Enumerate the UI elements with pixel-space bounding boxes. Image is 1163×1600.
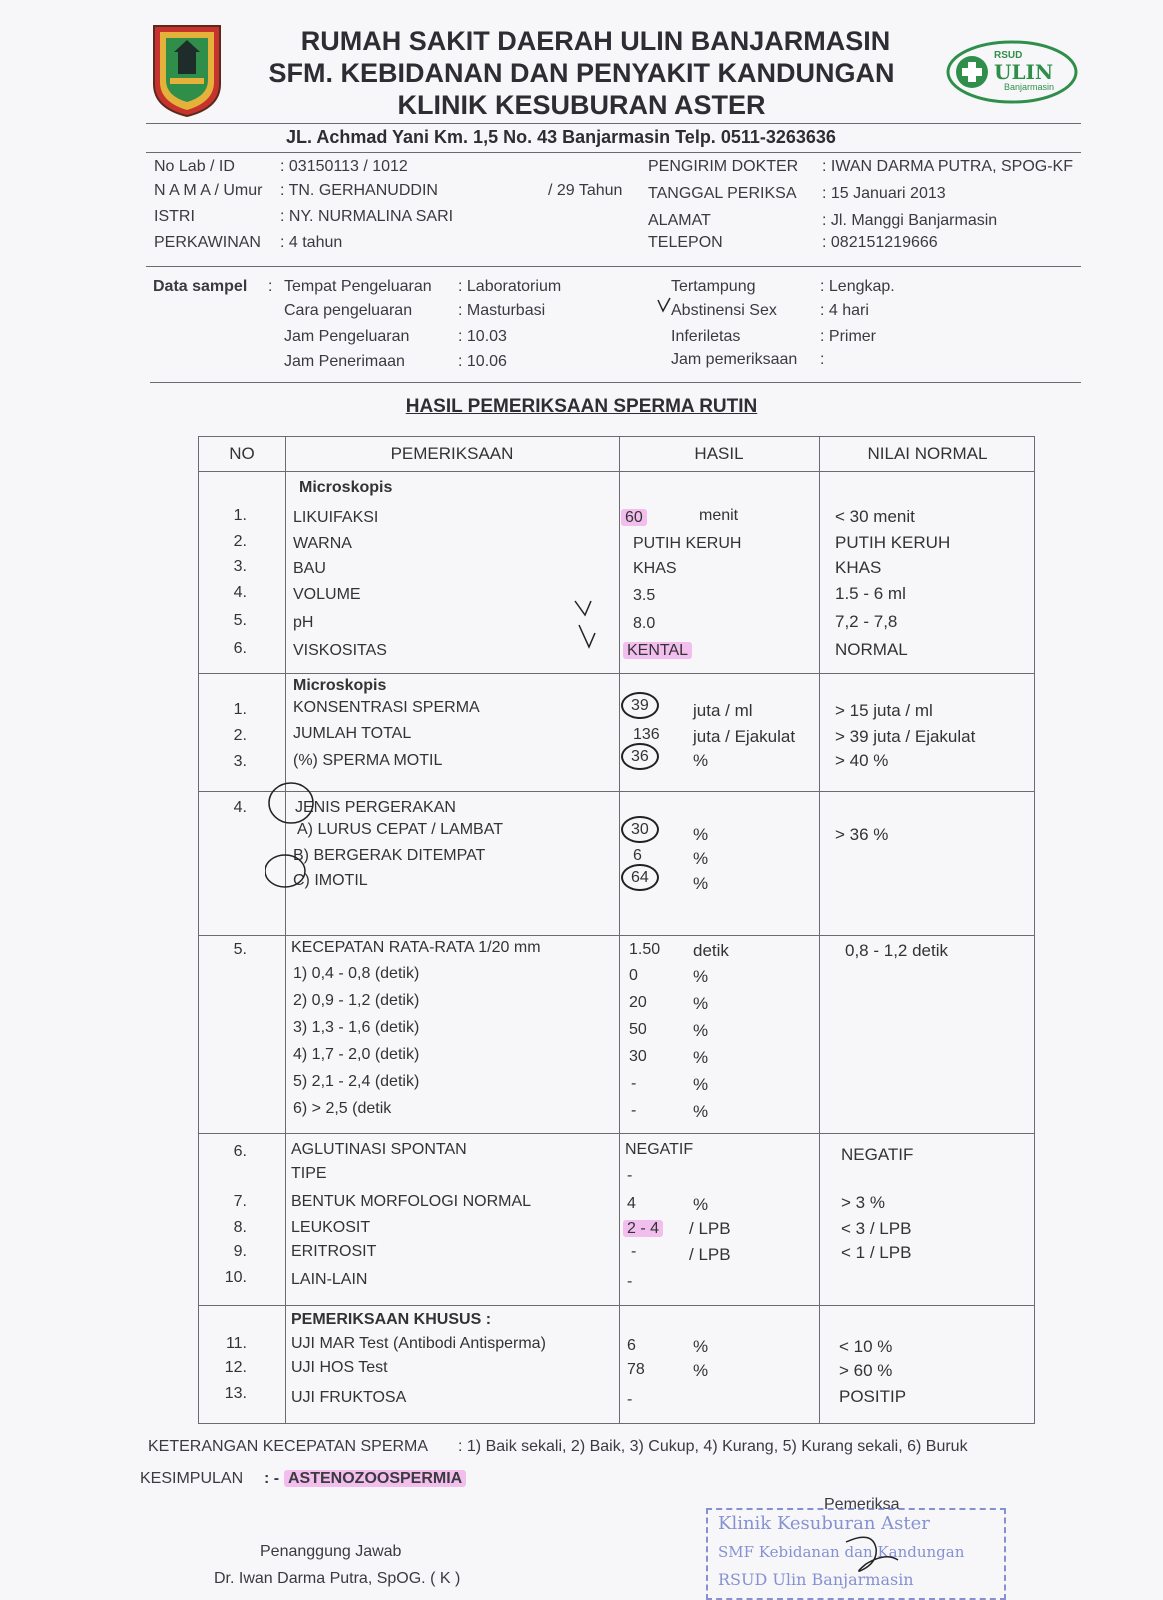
perkawinan-label: PERKAWINAN: [154, 234, 261, 251]
jam-keluar-label: Jam Pengeluaran: [284, 328, 410, 345]
section-kecepatan: KECEPATAN RATA-RATA 1/20 mm: [291, 939, 541, 956]
kesimpulan-value: ASTENOZOOSPERMIA: [284, 1470, 466, 1487]
stamp-line-2: SMF Kebidanan dan Kandungan: [718, 1543, 965, 1561]
cara-label: Cara pengeluaran: [284, 302, 413, 319]
telepon-value: : 082151219666: [822, 234, 938, 251]
row-name: C) IMOTIL: [293, 872, 368, 889]
row-unit: %: [693, 1021, 709, 1040]
row-normal: PUTIH KERUH: [835, 533, 951, 552]
kecepatan-normal: 0,8 - 1,2 detik: [845, 941, 949, 960]
row-name: pH: [293, 614, 314, 631]
row-name: 1) 0,4 - 0,8 (detik): [293, 965, 420, 982]
inferiletas-label: Inferiletas: [671, 328, 741, 345]
row-unit: %: [693, 1102, 709, 1121]
row-no: 12.: [224, 1359, 247, 1376]
row-normal: > 15 juta / ml: [835, 701, 933, 720]
row-value: 136: [633, 726, 660, 743]
row-normal: NEGATIF: [841, 1145, 914, 1164]
row-name: 2) 0,9 - 1,2 (detik): [293, 992, 420, 1009]
pemeriksa-label: Pemeriksa: [824, 1496, 900, 1513]
row-no: 6.: [233, 1143, 247, 1160]
row-name: UJI HOS Test: [291, 1359, 388, 1376]
row-no: 4.: [233, 584, 247, 601]
row-value: 6: [633, 847, 642, 864]
row-name: 3) 1,3 - 1,6 (detik): [293, 1019, 420, 1036]
row-value-highlighted: 60: [621, 509, 647, 526]
jam-keluar-value: : 10.03: [458, 328, 507, 345]
header-pemeriksaan: PEMERIKSAAN: [390, 444, 514, 463]
row-name: BAU: [293, 560, 326, 577]
row-value: 3.5: [633, 587, 656, 604]
row-value-circled: 39: [621, 692, 659, 719]
row-unit: %: [693, 874, 709, 893]
row-normal: < 3 / LPB: [841, 1219, 912, 1238]
row-value: PUTIH KERUH: [633, 535, 742, 552]
row-value-highlighted: KENTAL: [623, 642, 692, 659]
row-unit: %: [693, 1361, 709, 1380]
row-unit: juta / Ejakulat: [693, 727, 796, 746]
istri-label: ISTRI: [154, 208, 195, 225]
row-normal: < 10 %: [839, 1337, 893, 1356]
row-name: LIKUIFAKSI: [293, 509, 379, 526]
row-unit: %: [693, 1048, 709, 1067]
perkawinan-value: : 4 tahun: [280, 234, 343, 251]
row-normal: > 39 juta / Ejakulat: [835, 727, 976, 746]
tanggal-value: : 15 Januari 2013: [822, 185, 946, 202]
row-name: UJI FRUKTOSA: [291, 1389, 407, 1406]
row-name: A) LURUS CEPAT / LAMBAT: [297, 821, 503, 838]
row-name: JUMLAH TOTAL: [293, 725, 412, 742]
checkmark-icon: [573, 597, 617, 653]
row-normal: POSITIP: [839, 1387, 907, 1406]
row-normal: > 40 %: [835, 751, 889, 770]
row-unit: %: [693, 849, 709, 868]
stamp-line-1: Klinik Kesuburan Aster: [718, 1513, 930, 1534]
tertampung-label: Tertampung: [671, 278, 756, 295]
row-name: VOLUME: [293, 586, 361, 603]
row-name: WARNA: [293, 535, 352, 552]
row-value: 50: [629, 1021, 647, 1038]
alamat-label: ALAMAT: [648, 212, 711, 229]
section-microskopis-1: Microskopis: [299, 479, 393, 496]
row-no: 11.: [225, 1335, 247, 1352]
handwritten-circles-icon: [265, 779, 325, 891]
row-value: -: [631, 1075, 637, 1092]
header-nilai-normal: NILAI NORMAL: [867, 444, 988, 463]
row-unit: %: [693, 1195, 709, 1214]
lab-id-label: No Lab / ID: [154, 158, 235, 175]
row-name: B) BERGERAK DITEMPAT: [293, 847, 486, 864]
abstinensi-value: : 4 hari: [820, 302, 869, 319]
kecepatan-value: 1.50: [629, 941, 661, 958]
logo-text-rsud: RSUD: [994, 50, 1023, 61]
row-name: TIPE: [291, 1165, 327, 1182]
kesimpulan-colon: : -: [264, 1470, 280, 1487]
penanggung-jawab-name: Dr. Iwan Darma Putra, SpOG. ( K ): [214, 1570, 461, 1587]
row-no: 5.: [233, 941, 247, 958]
row-value: 78: [627, 1361, 645, 1378]
stamp-line-3: RSUD Ulin Banjarmasin: [718, 1570, 914, 1589]
nama-label: N A M A / Umur: [154, 182, 263, 199]
jam-periksa-value: :: [820, 351, 825, 368]
keterangan-label: KETERANGAN KECEPATAN SPERMA: [148, 1438, 429, 1455]
row-value: 30: [629, 1048, 647, 1065]
row-no: 1.: [233, 507, 247, 524]
row-value: KHAS: [633, 560, 677, 577]
inferiletas-value: : Primer: [820, 328, 876, 345]
row-normal: > 36 %: [835, 825, 889, 844]
hospital-address: JL. Achmad Yani Km. 1,5 No. 43 Banjarmasin Telp. 0511-3263636: [286, 127, 836, 147]
row-name: AGLUTINASI SPONTAN: [291, 1141, 467, 1158]
row-unit: %: [693, 967, 709, 986]
dokter-value: : IWAN DARMA PUTRA, SPOG-KF: [822, 158, 1073, 175]
row-normal: KHAS: [835, 558, 882, 577]
row-name: LEUKOSIT: [291, 1219, 371, 1236]
row-name: UJI MAR Test (Antibodi Antisperma): [291, 1335, 546, 1352]
cara-value: : Masturbasi: [458, 302, 546, 319]
istri-value: : NY. NURMALINA SARI: [280, 208, 454, 225]
report-title: HASIL PEMERIKSAAN SPERMA RUTIN: [405, 396, 758, 417]
row-no: 10.: [224, 1269, 247, 1286]
row-unit: / LPB: [689, 1219, 731, 1238]
row-value-circled: 36: [621, 743, 659, 770]
patient-rule: [146, 266, 1081, 267]
row-normal: > 60 %: [839, 1361, 893, 1380]
sample-label: Data sampel: [153, 278, 248, 295]
sample-colon: :: [268, 278, 273, 295]
row-normal: 7,2 - 7,8: [835, 612, 898, 631]
header-line-3: KLINIK KESUBURAN ASTER: [397, 90, 766, 120]
row-unit: juta / ml: [693, 701, 753, 720]
row-name: VISKOSITAS: [293, 642, 387, 659]
row-unit: / LPB: [689, 1245, 731, 1264]
row-value-circled: 64: [621, 864, 659, 891]
sample-rule: [150, 382, 1081, 383]
logo-text-city: Banjarmasin: [1004, 82, 1055, 92]
row-normal: 1.5 - 6 ml: [835, 584, 906, 603]
row-name: ERITROSIT: [291, 1243, 377, 1260]
jam-periksa-label: Jam pemeriksaan: [671, 351, 798, 368]
header-rule: [146, 123, 1081, 124]
row-normal: < 30 menit: [835, 507, 915, 526]
signature-icon: [842, 1530, 902, 1580]
row-value: NEGATIF: [625, 1141, 694, 1158]
row-no: 13.: [224, 1385, 247, 1402]
row-value: 0: [629, 967, 638, 984]
tertampung-value: : Lengkap.: [820, 278, 895, 295]
kesimpulan-label: KESIMPULAN: [140, 1470, 244, 1487]
abstinensi-label: Abstinensi Sex: [671, 302, 777, 319]
header-hasil: HASIL: [694, 444, 744, 463]
row-unit: %: [693, 1337, 709, 1356]
row-no: 4.: [233, 799, 247, 816]
row-value: 6: [627, 1337, 636, 1354]
row-value: -: [627, 1167, 633, 1184]
umur-value: / 29 Tahun: [548, 182, 623, 199]
jam-terima-label: Jam Penerimaan: [284, 353, 405, 370]
jam-terima-value: : 10.06: [458, 353, 507, 370]
row-value: -: [631, 1243, 637, 1260]
row-no: 1.: [233, 701, 247, 718]
row-no: 2.: [233, 533, 247, 550]
section-microskopis-2: Microskopis: [293, 677, 387, 694]
header-line-1: RUMAH SAKIT DAERAH ULIN BANJARMASIN: [300, 26, 891, 56]
row-unit: %: [693, 994, 709, 1013]
checkmark-icon: [656, 296, 672, 314]
section-pemeriksaan-khusus: PEMERIKSAAN KHUSUS :: [291, 1311, 492, 1328]
tanggal-label: TANGGAL PERIKSA: [648, 185, 797, 202]
telepon-label: TELEPON: [648, 234, 723, 251]
row-value: -: [627, 1273, 633, 1290]
address-rule: [146, 152, 1081, 153]
row-no: 6.: [233, 640, 247, 657]
header-no: NO: [229, 444, 255, 463]
row-name: 6) > 2,5 (detik: [293, 1100, 392, 1117]
row-name: 4) 1,7 - 2,0 (detik): [293, 1046, 420, 1063]
row-name: KONSENTRASI SPERMA: [293, 699, 480, 716]
row-unit: %: [693, 751, 709, 770]
row-name: (%) SPERMA MOTIL: [293, 752, 443, 769]
rsud-ulin-logo: [944, 38, 1080, 106]
tempat-label: Tempat Pengeluaran: [284, 278, 432, 295]
row-unit: menit: [699, 507, 739, 524]
row-value-circled: 30: [621, 816, 659, 843]
row-unit: %: [693, 825, 709, 844]
lab-id-value: : 03150113 / 1012: [280, 158, 408, 175]
row-no: 3.: [233, 558, 247, 575]
alamat-value: : Jl. Manggi Banjarmasin: [822, 212, 998, 229]
row-normal: > 3 %: [841, 1193, 885, 1212]
row-value-highlighted: 2 - 4: [623, 1220, 663, 1237]
row-value: 20: [629, 994, 647, 1011]
row-value: -: [627, 1391, 633, 1408]
row-no: 2.: [233, 727, 247, 744]
row-no: 5.: [233, 612, 247, 629]
dokter-label: PENGIRIM DOKTER: [648, 158, 799, 175]
row-normal: < 1 / LPB: [841, 1243, 912, 1262]
row-value: 8.0: [633, 615, 656, 632]
tempat-value: : Laboratorium: [458, 278, 562, 295]
row-value: -: [631, 1102, 637, 1119]
kecepatan-unit: detik: [693, 941, 729, 960]
results-table: [198, 436, 1035, 1424]
row-no: 8.: [233, 1219, 247, 1236]
row-name: BENTUK MORFOLOGI NORMAL: [291, 1193, 532, 1210]
row-value: 4: [627, 1195, 636, 1212]
row-normal: NORMAL: [835, 640, 908, 659]
row-unit: %: [693, 1075, 709, 1094]
row-name: LAIN-LAIN: [291, 1271, 368, 1288]
penanggung-jawab-label: Penanggung Jawab: [260, 1543, 402, 1560]
logo-text-ulin: ULIN: [994, 60, 1054, 84]
row-name: 5) 2,1 - 2,4 (detik): [293, 1073, 420, 1090]
row-no: 7.: [233, 1193, 247, 1210]
section-jenis-pergerakan: JENIS PERGERAKAN: [295, 799, 456, 816]
keterangan-value: : 1) Baik sekali, 2) Baik, 3) Cukup, 4) Kurang, 5) Kurang sekali, 6) Buruk: [458, 1438, 968, 1455]
row-no: 3.: [233, 753, 247, 770]
nama-value: : TN. GERHANUDDIN: [280, 182, 438, 199]
row-no: 9.: [233, 1243, 247, 1260]
header-line-2: SFM. KEBIDANAN DAN PENYAKIT KANDUNGAN: [268, 58, 895, 88]
